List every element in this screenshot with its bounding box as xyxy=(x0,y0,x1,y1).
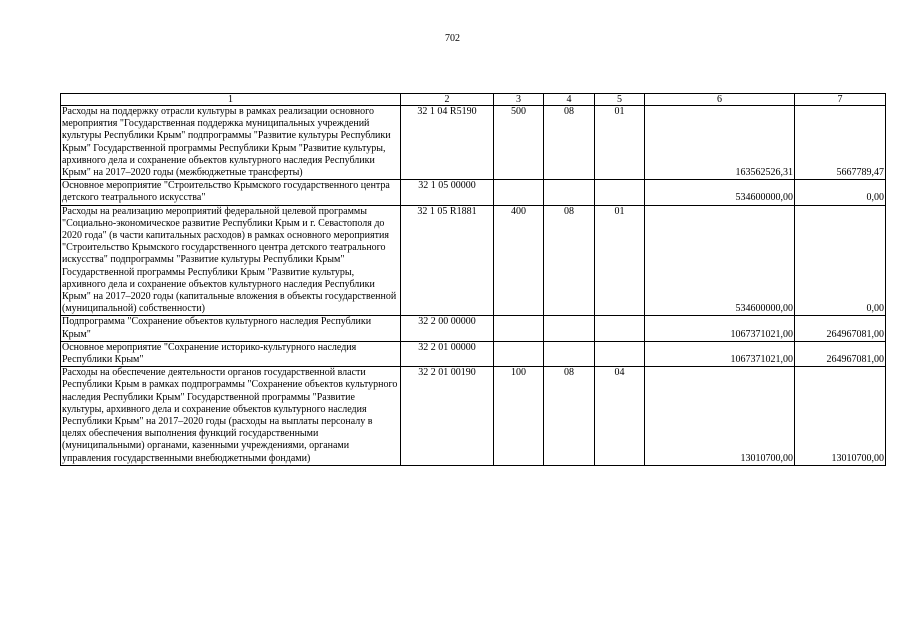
expense-type-cell: 500 xyxy=(494,106,544,180)
expense-type-cell: 100 xyxy=(494,367,544,466)
table-row xyxy=(61,367,886,466)
column-header: 2 xyxy=(401,94,494,106)
amount-col7-cell: 13010700,00 xyxy=(795,367,886,466)
section-cell xyxy=(544,180,595,205)
amount-col6-cell: 534600000,00 xyxy=(645,180,795,205)
column-header: 5 xyxy=(595,94,645,106)
row-name-cell: Основное мероприятие "Строительство Крымского государственного центра детского театрального искусства" xyxy=(61,180,401,205)
table-row xyxy=(61,180,886,205)
subsection-cell: 04 xyxy=(595,367,645,466)
row-name-cell: Подпрограмма "Сохранение объектов культурного наследия Республики Крым" xyxy=(61,316,401,341)
budget-table xyxy=(60,93,886,466)
classification-code-cell: 32 2 01 00190 xyxy=(401,367,494,466)
subsection-cell xyxy=(595,341,645,366)
classification-code-cell: 32 1 05 00000 xyxy=(401,180,494,205)
amount-col6-cell: 534600000,00 xyxy=(645,205,795,316)
table-row xyxy=(61,106,886,180)
amount-col6-cell: 1067371021,00 xyxy=(645,341,795,366)
classification-code-cell: 32 2 00 00000 xyxy=(401,316,494,341)
classification-code-cell: 32 1 04 R5190 xyxy=(401,106,494,180)
expense-type-cell xyxy=(494,316,544,341)
expense-type-cell xyxy=(494,341,544,366)
section-cell: 08 xyxy=(544,367,595,466)
table-row xyxy=(61,205,886,316)
page-number: 702 xyxy=(445,33,460,44)
expense-type-cell xyxy=(494,180,544,205)
section-cell: 08 xyxy=(544,205,595,316)
table-header-row xyxy=(61,94,886,106)
classification-code-cell: 32 2 01 00000 xyxy=(401,341,494,366)
row-name-cell: Основное мероприятие "Сохранение историко-культурного наследия Республики Крым" xyxy=(61,341,401,366)
amount-col6-cell: 163562526,31 xyxy=(645,106,795,180)
amount-col7-cell: 5667789,47 xyxy=(795,106,886,180)
section-cell xyxy=(544,316,595,341)
amount-col7-cell: 0,00 xyxy=(795,205,886,316)
column-header: 7 xyxy=(795,94,886,106)
subsection-cell: 01 xyxy=(595,205,645,316)
expense-type-cell: 400 xyxy=(494,205,544,316)
subsection-cell: 01 xyxy=(595,106,645,180)
column-header: 1 xyxy=(61,94,401,106)
amount-col7-cell: 264967081,00 xyxy=(795,341,886,366)
classification-code-cell: 32 1 05 R1881 xyxy=(401,205,494,316)
amount-col6-cell: 13010700,00 xyxy=(645,367,795,466)
section-cell: 08 xyxy=(544,106,595,180)
row-name-cell: Расходы на поддержку отрасли культуры в рамках реализации основного мероприятия "Государственная поддержка муниципальных учреждений культуры Республики Крым" подпрограммы "Развитие культуры Республики Крым" Государственной программы Республики Крым "Развитие культуры, архивного дела и сохранение объектов культурного наследия Республики Крым" на 2017–2020 годы (межбюджетные трансферты) xyxy=(61,106,401,180)
table-row xyxy=(61,316,886,341)
column-header: 3 xyxy=(494,94,544,106)
amount-col7-cell: 0,00 xyxy=(795,180,886,205)
section-cell xyxy=(544,341,595,366)
subsection-cell xyxy=(595,316,645,341)
subsection-cell xyxy=(595,180,645,205)
column-header: 6 xyxy=(645,94,795,106)
row-name-cell: Расходы на реализацию мероприятий федеральной целевой программы "Социально-экономическое развитие Республики Крым и г. Севастополя до 2020 года" (в части капитальных расходов) в рамках основного мероприятия "Строительство Крымского государственного центра детского театрального искусства" подпрограммы "Развитие культуры Республики Крым" Государственной программы Республики Крым "Развитие культуры, архивного дела и сохранение объектов культурного наследия Республики Крым" на 2017–2020 годы (капитальные вложения в объекты государственной (муниципальной) собственности) xyxy=(61,205,401,316)
amount-col6-cell: 1067371021,00 xyxy=(645,316,795,341)
amount-col7-cell: 264967081,00 xyxy=(795,316,886,341)
row-name-cell: Расходы на обеспечение деятельности органов государственной власти Республики Крым в рамках подпрограммы "Сохранение объектов культурного наследия Республики Крым" Государственной программы "Развитие культуры, архивного дела и сохранение объектов культурного наследия Республики Крым" на 2017–2020 годы (расходы на выплаты персоналу в целях обеспечения выполнения функций государственными (муниципальными) органами, казенными учреждениями, органами управления государственными внебюджетными фондами) xyxy=(61,367,401,466)
table-row xyxy=(61,341,886,366)
column-header: 4 xyxy=(544,94,595,106)
